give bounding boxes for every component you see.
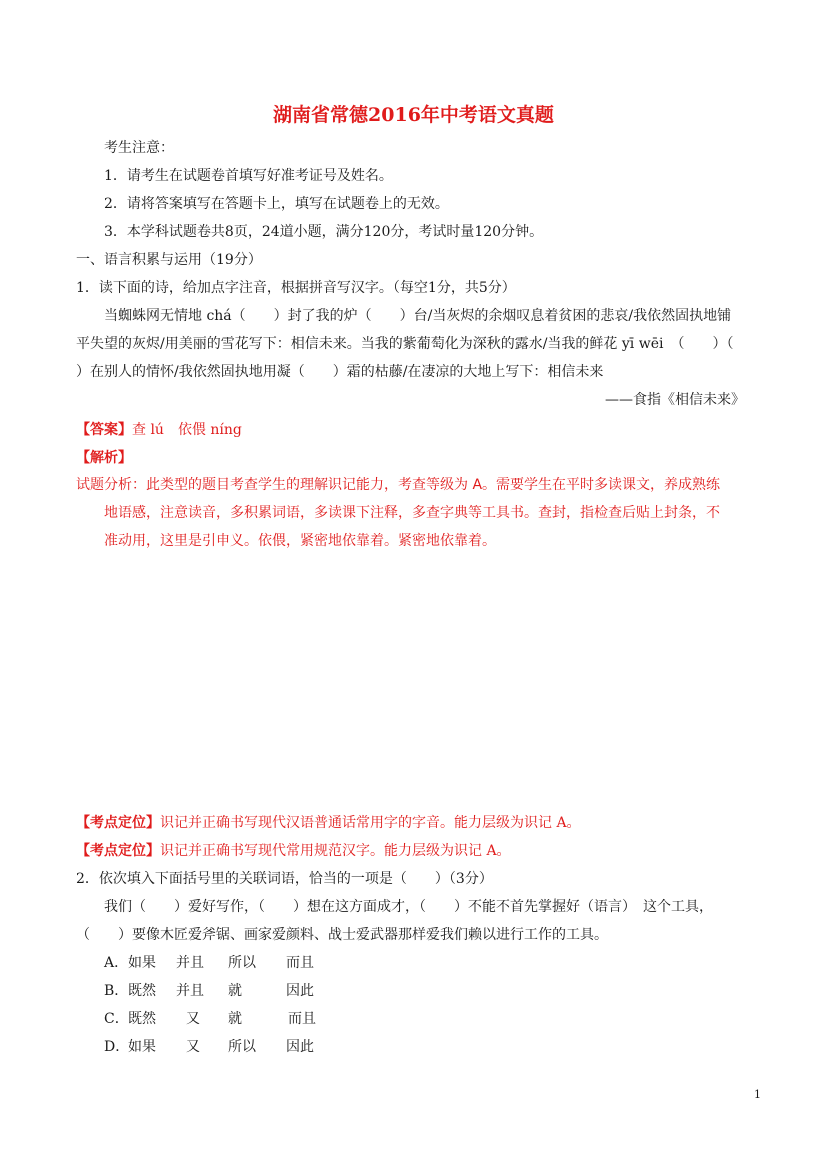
option-word: 如果 [128, 955, 156, 971]
option-letter: B． [104, 983, 129, 999]
option-word: 所以 [228, 955, 256, 971]
question-1-stem: 1．读下面的诗，给加点字注音，根据拼音写汉字。（每空1分，共5分） [76, 280, 516, 296]
notice-item: 1．请考生在试题卷首填写好准考证号及姓名。 [104, 168, 393, 184]
option-word: 又 [186, 1011, 200, 1027]
option-word: 并且 [176, 955, 204, 971]
question-2-passage: （ ）要像木匠爱斧锯、画家爱颜料、战士爱武器那样爱我们赖以进行工作的工具。 [76, 927, 608, 943]
option-word: 就 [228, 1011, 242, 1027]
option-word: 因此 [286, 1039, 314, 1055]
option-letter: D． [104, 1039, 130, 1055]
analysis-text: 试题分析：此类型的题目考查学生的理解识记能力，考查等级为 A。需要学生在平时多读课文，养成熟练 [76, 477, 721, 493]
option-word: 就 [228, 983, 242, 999]
option-letter: A． [104, 955, 129, 971]
poem-attribution: ——食指《相信未来》 [605, 392, 745, 408]
kaodian-line [76, 842, 511, 860]
poem-line: 当蜘蛛网无情地 chá（ ）封了我的炉（ ）台/当灰烬的余烟叹息着贫困的悲哀/我依然固执地铺 [104, 308, 732, 324]
option-word: 并且 [176, 983, 204, 999]
option-word: 既然 [128, 983, 156, 999]
answer-line [76, 421, 242, 439]
option-c [104, 1010, 316, 1028]
option-letter: C． [104, 1011, 129, 1027]
page-number: 1 [754, 1088, 761, 1101]
kaodian-text: 识记并正确书写现代汉语普通话常用字的字音。能力层级为识记 A。 [160, 815, 581, 831]
analysis-label: 【解析】 [76, 450, 132, 466]
question-2-stem: 2．依次填入下面括号里的关联词语，恰当的一项是（ ）（3分） [76, 871, 493, 887]
option-d [104, 1038, 314, 1056]
option-word: 所以 [228, 1039, 256, 1055]
option-word: 因此 [286, 983, 314, 999]
option-word: 而且 [286, 955, 314, 971]
option-word: 而且 [288, 1011, 316, 1027]
answer-label: 【答案】 [76, 422, 132, 438]
kaodian-line [76, 814, 581, 832]
kaodian-label: 【考点定位】 [76, 843, 160, 859]
poem-line: ）在别人的情怀/我依然固执地用凝（ ）霜的枯藤/在凄凉的大地上写下：相信未来 [76, 364, 604, 380]
kaodian-label: 【考点定位】 [76, 815, 160, 831]
option-a [104, 954, 314, 972]
option-word: 又 [186, 1039, 200, 1055]
question-2-passage: 我们（ ）爱好写作，（ ）想在这方面成才，（ ）不能不首先掌握好（语言） 这个工具， [104, 899, 713, 915]
analysis-text: 地语感，注意读音，多积累词语，多读课下注释，多查字典等工具书。查封，指检查后贴上封条，不 [104, 505, 720, 521]
notice-heading: 考生注意： [104, 140, 174, 156]
section-heading: 一、语言积累与运用（19分） [76, 252, 262, 268]
poem-line: 平失望的灰烬/用美丽的雪花写下：相信未来。当我的紫葡萄化为深秋的露水/当我的鲜花 yī wēi （ ）（ [76, 336, 734, 352]
analysis-text: 准动用，这里是引申义。依偎，紧密地依靠着。紧密地依靠着。 [104, 533, 496, 549]
kaodian-text: 识记并正确书写现代常用规范汉字。能力层级为识记 A。 [160, 843, 511, 859]
option-word: 如果 [128, 1039, 156, 1055]
answer-text: 查 lú 依偎 níng [132, 422, 242, 438]
notice-item: 2．请将答案填写在答题卡上，填写在试题卷上的无效。 [104, 196, 449, 212]
notice-item: 3．本学科试题卷共8页，24道小题，满分120分，考试时量120分钟。 [104, 224, 544, 240]
option-word: 既然 [128, 1011, 156, 1027]
option-b [104, 982, 314, 1000]
page-title: 湖南省常德2016年中考语文真题 [273, 104, 554, 126]
